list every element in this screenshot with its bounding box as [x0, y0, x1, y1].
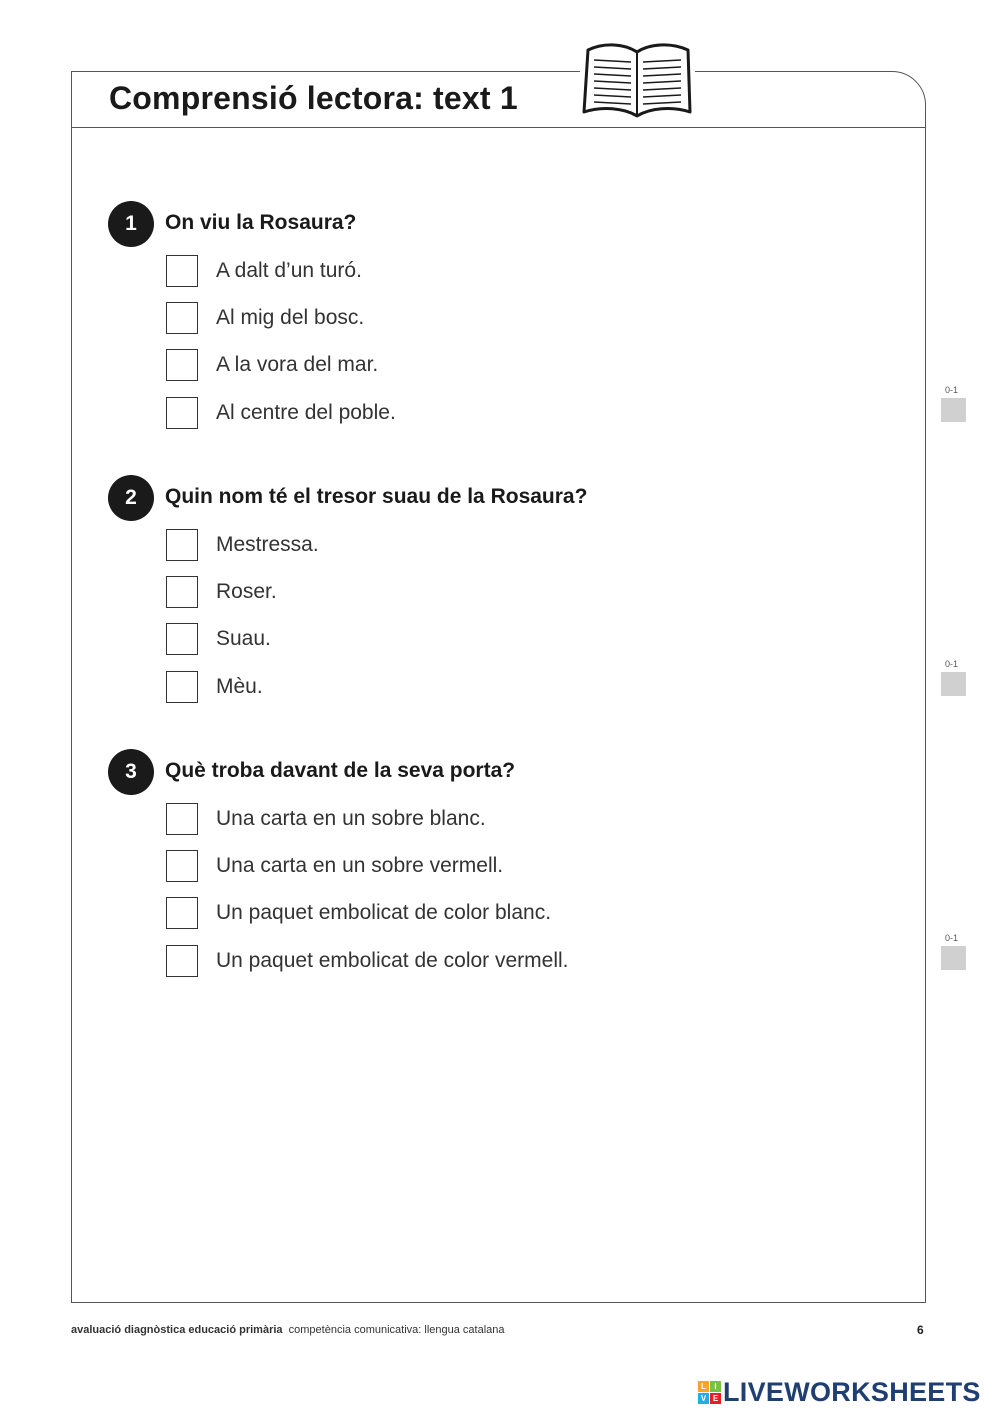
option-label: Mèu. — [216, 675, 263, 698]
score-label: 0-1 — [945, 385, 959, 395]
answer-checkbox[interactable] — [166, 803, 198, 835]
logo-letter: V — [698, 1393, 709, 1404]
score-field — [941, 398, 966, 422]
answer-checkbox[interactable] — [166, 529, 198, 561]
score-box-2 — [941, 659, 967, 696]
open-book-icon — [580, 38, 695, 122]
answer-checkbox[interactable] — [166, 623, 198, 655]
option-3-c — [166, 896, 551, 930]
option-label: A la vora del mar. — [216, 353, 379, 376]
option-label: Al centre del poble. — [216, 401, 396, 424]
footer-text: competència comunicativa: llengua catalana — [288, 1324, 505, 1336]
score-box-3 — [941, 933, 967, 970]
score-field — [941, 672, 966, 696]
answer-checkbox[interactable] — [166, 576, 198, 608]
answer-checkbox[interactable] — [166, 255, 198, 287]
option-1-b — [166, 301, 364, 335]
score-box-1 — [941, 385, 967, 422]
answer-checkbox[interactable] — [166, 897, 198, 929]
answer-checkbox[interactable] — [166, 397, 198, 429]
score-field — [941, 946, 966, 970]
option-label: Una carta en un sobre blanc. — [216, 807, 486, 830]
option-3-b — [166, 849, 503, 883]
option-2-d — [166, 670, 263, 704]
option-label: Una carta en un sobre vermell. — [216, 854, 504, 877]
page-title: Comprensió lectora: text 1 — [109, 80, 518, 116]
option-label: Roser. — [216, 580, 277, 603]
option-3-a — [166, 802, 486, 836]
footer — [71, 1324, 505, 1336]
option-label: A dalt d’un turó. — [216, 259, 362, 282]
answer-checkbox[interactable] — [166, 302, 198, 334]
option-3-d — [166, 944, 569, 978]
option-1-c — [166, 348, 378, 382]
page-number: 6 — [917, 1323, 924, 1337]
question-text: Què troba davant de la seva porta? — [165, 759, 516, 782]
option-label: Suau. — [216, 627, 271, 650]
option-1-a — [166, 254, 362, 288]
question-number-badge: 1 — [108, 201, 154, 247]
option-2-b — [166, 575, 277, 609]
answer-checkbox[interactable] — [166, 945, 198, 977]
question-number-badge: 2 — [108, 475, 154, 521]
score-label: 0-1 — [945, 659, 959, 669]
option-label: Mestressa. — [216, 533, 319, 556]
footer-bold-text: avaluació diagnòstica educació primària — [71, 1324, 283, 1336]
question-number-badge: 3 — [108, 749, 154, 795]
liveworksheets-brand — [698, 1377, 981, 1408]
question-text: Quin nom té el tresor suau de la Rosaura? — [165, 485, 588, 508]
logo-letter: I — [710, 1381, 721, 1392]
option-2-a — [166, 528, 319, 562]
answer-checkbox[interactable] — [166, 349, 198, 381]
option-1-d — [166, 396, 396, 430]
answer-checkbox[interactable] — [166, 850, 198, 882]
option-label: Al mig del bosc. — [216, 306, 365, 329]
score-label: 0-1 — [945, 933, 959, 943]
header-divider — [71, 127, 926, 128]
question-text: On viu la Rosaura? — [165, 211, 357, 234]
option-2-c — [166, 622, 271, 656]
option-label: Un paquet embolicat de color vermell. — [216, 949, 569, 972]
logo-letter: E — [710, 1393, 721, 1404]
brand-logo-icon — [698, 1381, 721, 1404]
logo-letter: L — [698, 1381, 709, 1392]
option-label: Un paquet embolicat de color blanc. — [216, 901, 552, 924]
answer-checkbox[interactable] — [166, 671, 198, 703]
brand-name: LIVEWORKSHEETS — [723, 1377, 981, 1407]
